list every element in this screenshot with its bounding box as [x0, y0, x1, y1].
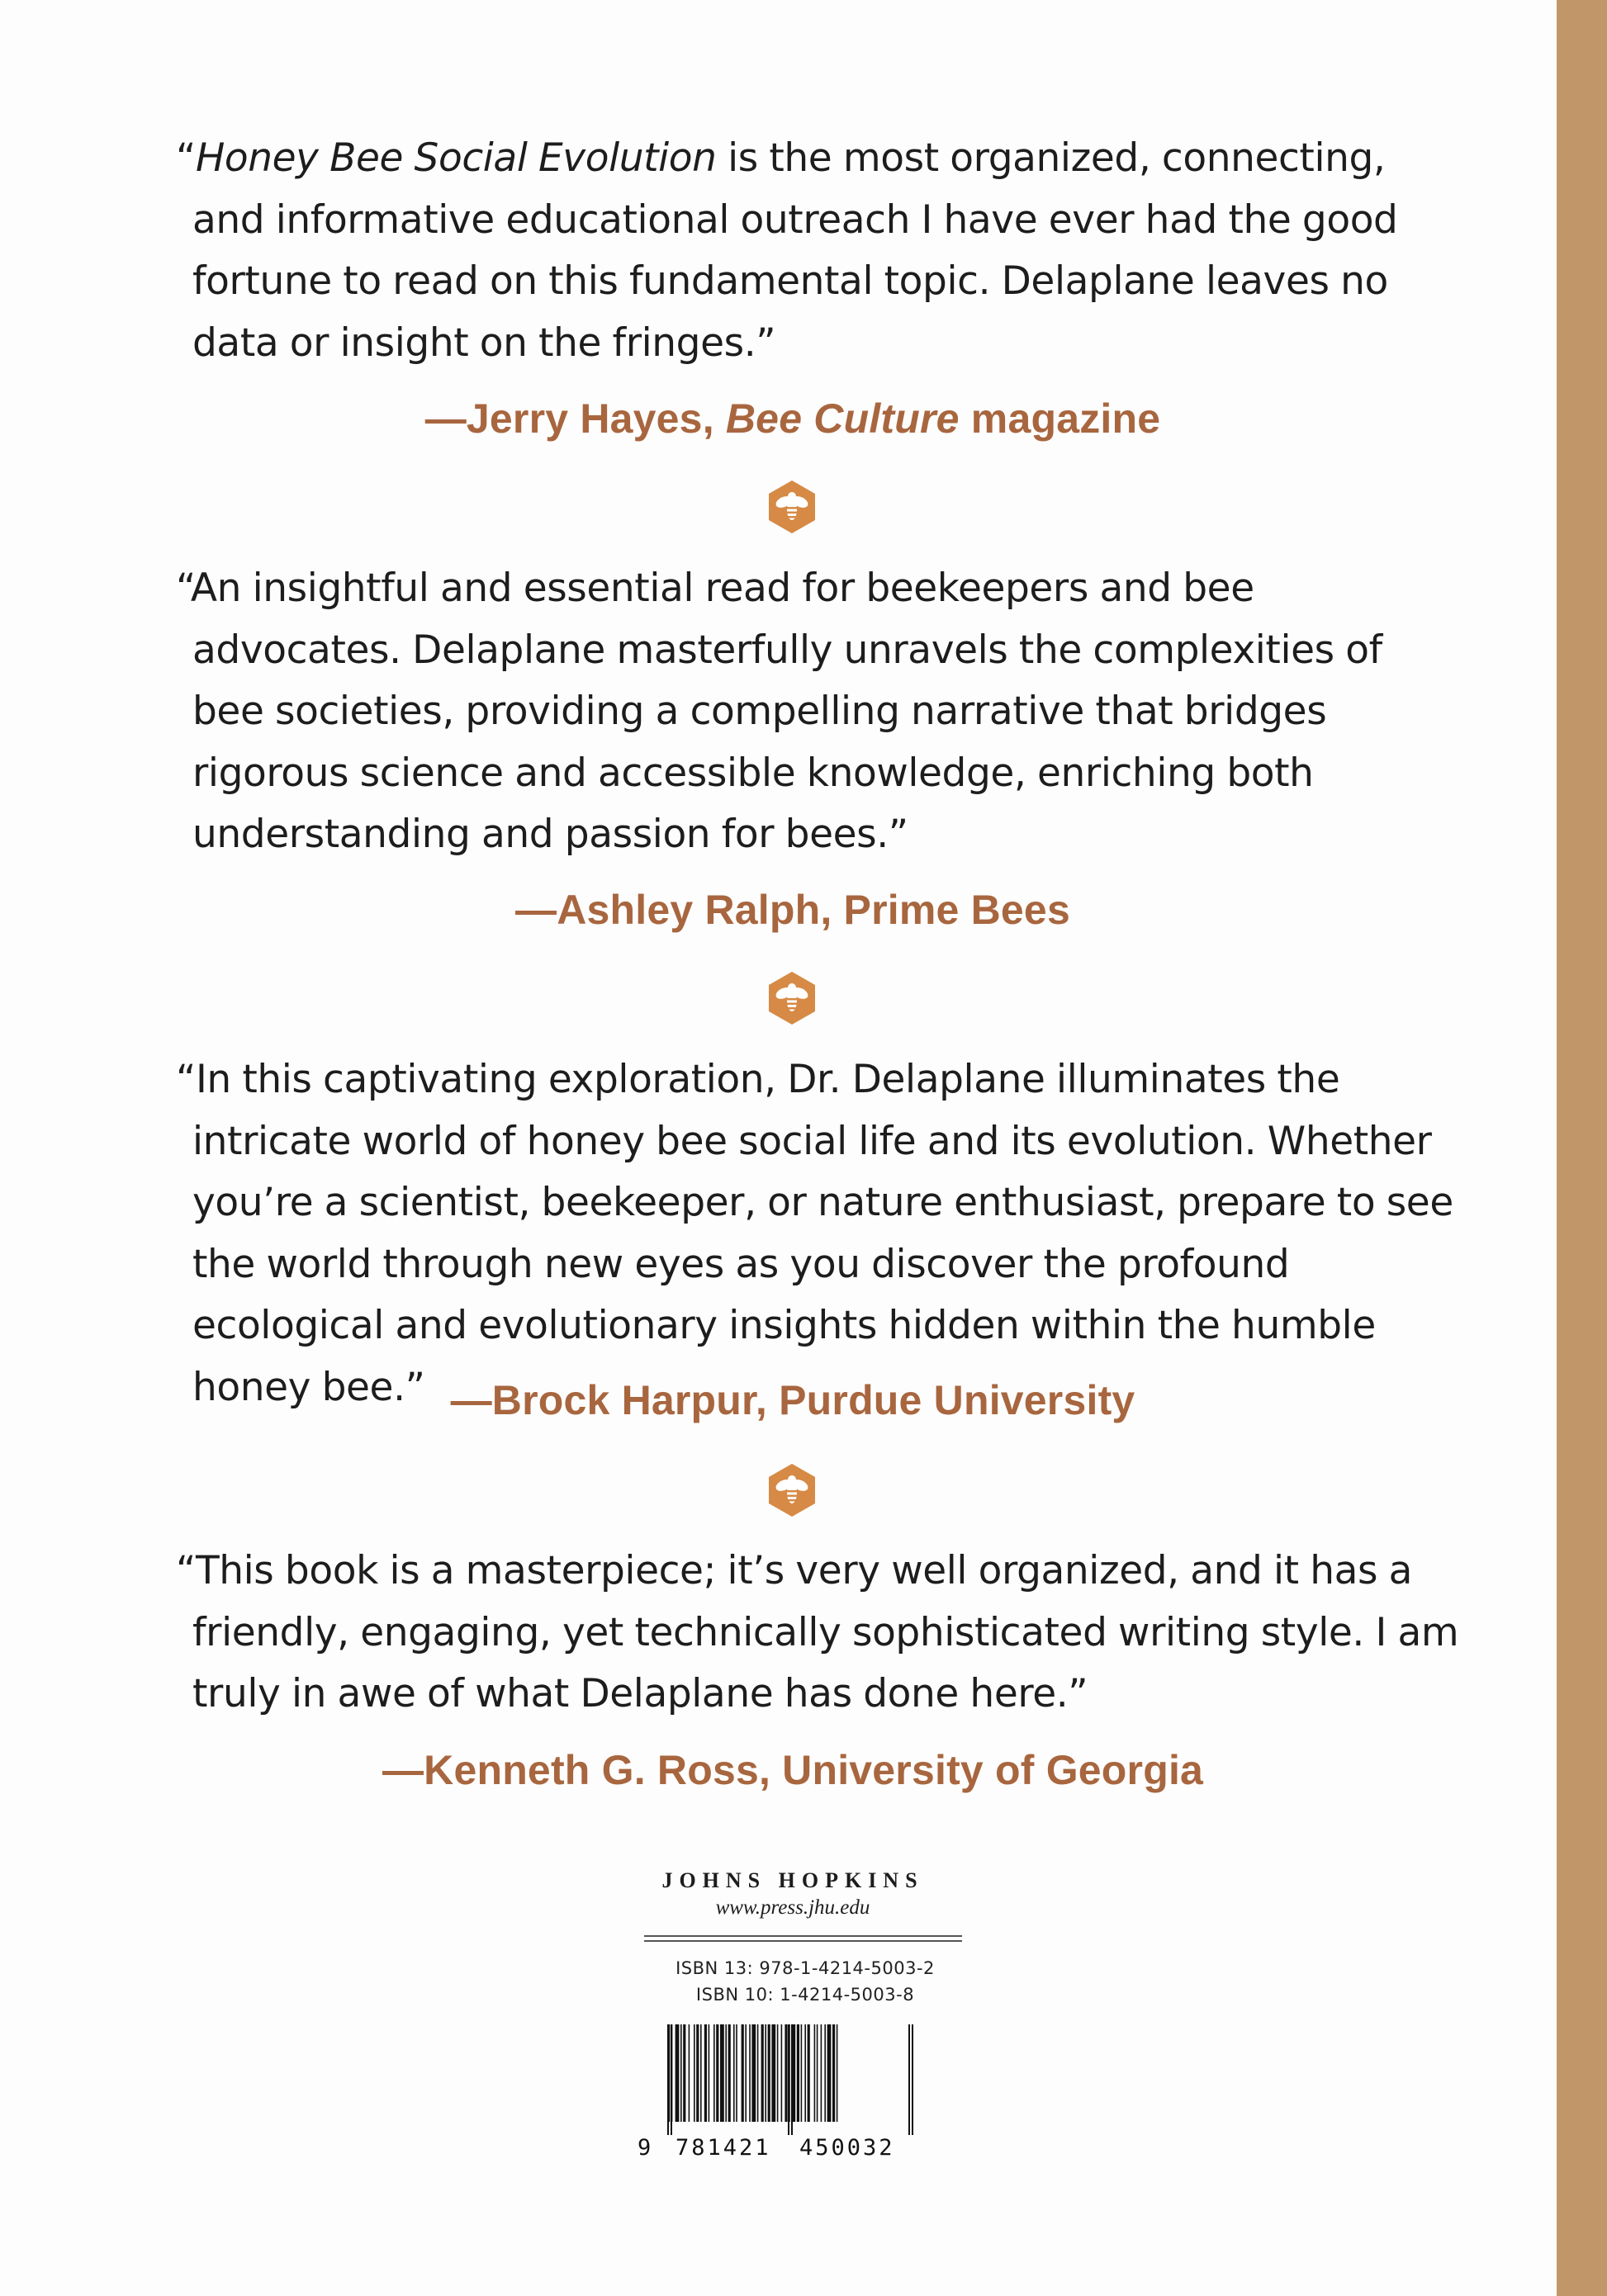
open-quote: “	[176, 1057, 196, 1102]
attribution-hayes	[0, 394, 1586, 443]
barcode-bar	[694, 2024, 695, 2122]
quote-harpur-text: In this captivating exploration, Dr. Delaplane illuminates the intricate world of honey bee social life and its evolution. Whether you’re a scientist, beekeeper, or nature enthusiast, prepare to see the world through new eyes as you discover the profound ecological and evolutionary insights hidden within the humble honey bee.	[192, 1057, 1453, 1410]
bee-hexagon-icon	[767, 971, 817, 1025]
attribution-ross: —Kenneth G. Ross, University of Georgia	[382, 1747, 1204, 1793]
attribution-hayes-name: —Jerry Hayes,	[424, 395, 726, 442]
quote-ross	[176, 1541, 1464, 1726]
close-quote: ”	[405, 1364, 425, 1410]
barcode-bar	[751, 2024, 756, 2122]
barcode-bar	[680, 2024, 682, 2122]
open-quote: “	[176, 566, 191, 611]
quote-ralph-text: An insightful and essential read for beekeepers and bee advocates. Delaplane masterfully unravels the complexities of bee societies, providing a compelling narrative that bridges rigorous science and accessible knowledge, enriching both understanding and passion for bees.	[190, 566, 1382, 857]
barcode-bar	[709, 2024, 710, 2122]
barcode-group-2: 450032	[799, 2135, 895, 2161]
barcode-bar	[676, 2024, 680, 2122]
barcode-bar	[781, 2024, 783, 2122]
publisher-url: www.press.jhu.edu	[715, 1896, 870, 1919]
barcode-bar	[696, 2024, 699, 2122]
open-quote: “	[176, 135, 196, 181]
quote-hayes-book-title: Honey Bee Social Evolution	[195, 135, 717, 181]
isbn-13: ISBN 13: 978-1-4214-5003-2	[676, 1958, 935, 1978]
barcode-bar	[716, 2024, 718, 2122]
barcode-bar	[797, 2024, 799, 2122]
attribution-hayes-suffix: magazine	[959, 395, 1161, 442]
barcode-bar	[704, 2024, 707, 2122]
barcode-bar	[768, 2024, 770, 2122]
barcode-bar	[700, 2024, 702, 2122]
barcode-lead-digit: 9	[638, 2135, 654, 2161]
barcode-bar	[713, 2024, 715, 2122]
barcode-bar	[827, 2024, 832, 2122]
barcode-bar	[745, 2024, 747, 2122]
divider	[644, 1935, 962, 1937]
quote-harpur	[176, 1049, 1464, 1418]
isbn-10: ISBN 10: 1-4214-5003-8	[695, 1985, 915, 2005]
barcode-bar	[757, 2024, 759, 2122]
close-quote: ”	[1068, 1671, 1088, 1716]
quote-hayes	[176, 128, 1464, 374]
barcode-bar	[808, 2024, 810, 2122]
barcode-bar	[804, 2024, 806, 2122]
barcode-bar	[837, 2024, 838, 2122]
barcode-guard-bar	[791, 2024, 793, 2135]
barcode-bar	[736, 2024, 737, 2122]
barcode-bar	[832, 2024, 835, 2122]
spine-edge	[1557, 0, 1607, 2296]
isbn-block	[636, 1955, 974, 2008]
barcode-bar	[742, 2024, 744, 2122]
barcode-guard-bar	[667, 2024, 669, 2135]
quote-ross-text: This book is a masterpiece; it’s very well organized, and it has a friendly, engaging, yet technically sophisticated writing style. I am truly in awe of what Delaplane has done here.	[192, 1548, 1459, 1716]
barcode-bar	[771, 2024, 775, 2122]
attribution-ralph: —Ashley Ralph, Prime Bees	[515, 887, 1070, 933]
barcode-bar	[733, 2024, 735, 2122]
barcode-bar	[728, 2024, 731, 2122]
barcode-guard-bar	[788, 2024, 789, 2135]
barcode-bar	[683, 2024, 685, 2122]
quote-ralph	[176, 558, 1464, 866]
barcode-bar	[765, 2024, 766, 2122]
barcode-bar	[821, 2024, 822, 2122]
barcode-bar	[749, 2024, 751, 2122]
barcode-bar	[777, 2024, 779, 2122]
barcode-bar	[689, 2024, 690, 2122]
publisher-block	[628, 1868, 958, 1920]
quote-hayes-text: is the most organized, connecting, and informative educational outreach I have ever had the good fortune to read on this fundamental topic. Delaplane leaves no data or insight on the fringes.	[192, 135, 1398, 366]
publisher-name: JOHNS HOPKINS	[661, 1868, 924, 1892]
barcode-bar	[814, 2024, 816, 2122]
barcode-bar	[817, 2024, 818, 2122]
attribution-harpur: —Brock Harpur, Purdue University	[450, 1377, 1135, 1423]
barcode	[638, 2024, 935, 2138]
barcode-bar	[725, 2024, 727, 2122]
bee-hexagon-icon	[767, 1463, 817, 1517]
barcode-bar	[761, 2024, 764, 2122]
bee-hexagon-icon	[767, 480, 817, 534]
barcode-guard-bar	[671, 2024, 672, 2135]
close-quote: ”	[888, 812, 908, 857]
barcode-guard-bar	[912, 2024, 913, 2135]
barcode-guard-bar	[908, 2024, 910, 2135]
barcode-bar	[801, 2024, 803, 2122]
divider	[644, 1940, 962, 1942]
barcode-bar	[785, 2024, 787, 2122]
barcode-bar	[720, 2024, 724, 2122]
close-quote: ”	[756, 320, 776, 366]
barcode-group-1: 781421	[676, 2135, 771, 2161]
open-quote: “	[176, 1548, 196, 1593]
barcode-bar	[824, 2024, 826, 2122]
attribution-hayes-publication: Bee Culture	[725, 395, 960, 442]
